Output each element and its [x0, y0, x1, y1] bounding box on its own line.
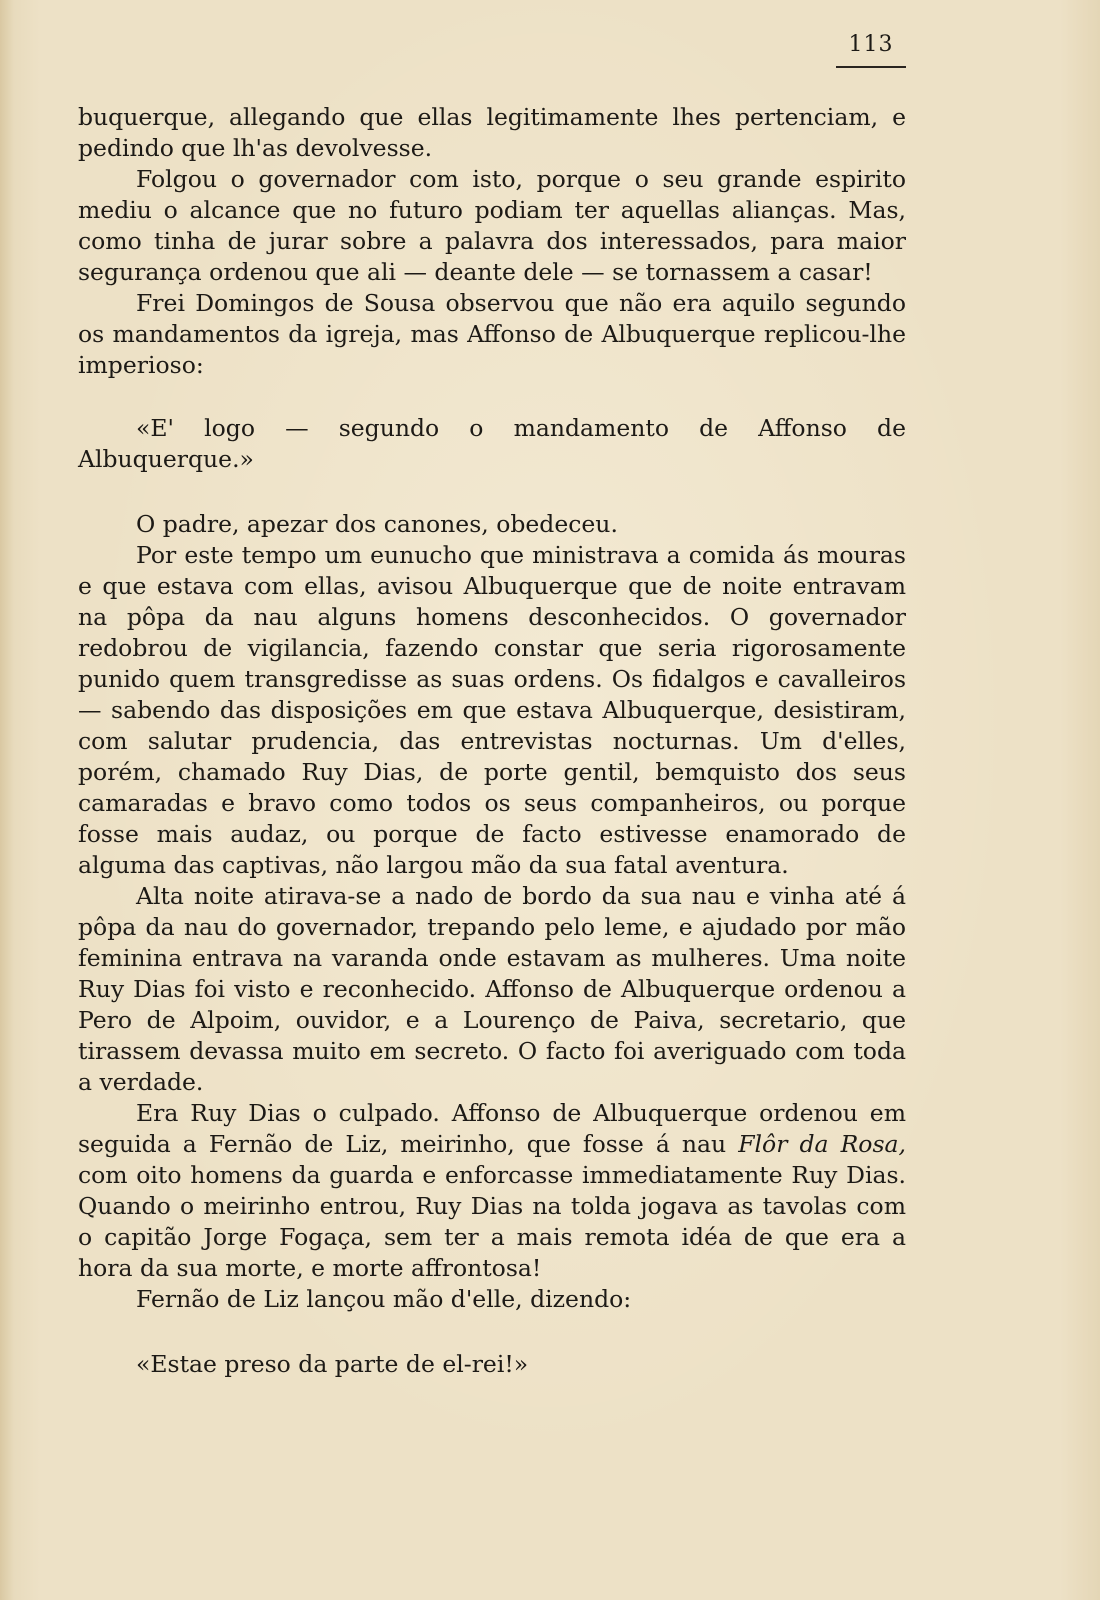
- page-body: [78, 102, 906, 1380]
- paragraph-fernao: Fernão de Liz lançou mão d'elle, dizendo:: [136, 1285, 632, 1313]
- page-number: 113: [848, 32, 894, 57]
- spacer: [78, 475, 906, 509]
- ship-name: Flôr da Rosa,: [738, 1130, 906, 1158]
- paragraph-eunucho: Por este tempo um eunucho que ministrava a comida ás mouras e que estava com ellas, avisou Albuquerque que de noite entravam na pôpa da nau alguns homens desconhecidos. O governador redobrou de vigilancia, fazendo constar que seria rigorosamente punido quem transgredisse as suas ordens. Os fidalgos e cavalleiros — sabendo das disposições em que estava Albuquerque, desistiram, com salutar prudencia, das entrevistas nocturnas. Um d'elles, porém, chamado Ruy Dias, de porte gentil, bemquisto dos seus camaradas e bravo como todos os seus companheiros, ou porque fosse mais audaz, ou porque de facto estivesse enamorado de alguma das captivas, não largou mão da sua fatal aventura.: [78, 541, 906, 879]
- paragraph-continuation: buquerque, allegando que ellas legitimamente lhes pertenciam, e pedindo que lh'as devolvesse.: [78, 103, 906, 162]
- quote-albuquerque: «E' logo — segundo o mandamento de Affonso de Albuquerque.»: [78, 414, 906, 473]
- spacer: [78, 1315, 906, 1349]
- spacer: [78, 381, 906, 413]
- quote-preso: «Estae preso da parte de el-rei!»: [136, 1350, 529, 1378]
- paragraph-frei-domingos: Frei Domingos de Sousa observou que não era aquilo segundo os mandamentos da igreja, mas Affonso de Albuquerque replicou-lhe imperioso:: [78, 289, 906, 379]
- paragraph-ruy-dias: [78, 1098, 906, 1284]
- text-segment: Era Ruy Dias o culpado. Affonso de Albuquerque ordenou em seguida a Fernão de Liz, meirinho, que fosse á nau: [78, 1099, 906, 1158]
- paragraph-padre: O padre, apezar dos canones, obedeceu.: [136, 510, 618, 538]
- paragraph-governor: Folgou o governador com isto, porque o seu grande espirito mediu o alcance que no futuro podiam ter aquellas alianças. Mas, como tinha de jurar sobre a palavra dos interessados, para maior segurança ordenou que ali — deante dele — se tornassem a casar!: [78, 165, 906, 286]
- paragraph-alta-noite: Alta noite atirava-se a nado de bordo da sua nau e vinha até á pôpa da nau do governador, trepando pelo leme, e ajudado por mão feminina entrava na varanda onde estavam as mulheres. Uma noite Ruy Dias foi visto e reconhecido. Affonso de Albuquerque ordenou a Pero de Alpoim, ouvidor, e a Lourenço de Paiva, secretario, que tirassem devassa muito em secreto. O facto foi averiguado com toda a verdade.: [78, 882, 906, 1096]
- header-rule: [836, 66, 906, 68]
- text-segment: com oito homens da guarda e enforcasse immediatamente Ruy Dias. Quando o meirinho entrou, Ruy Dias na tolda jogava as tavolas com o capitão Jorge Fogaça, sem ter a mais remota idéa de que era a hora da sua morte, e morte affrontosa!: [78, 1161, 906, 1282]
